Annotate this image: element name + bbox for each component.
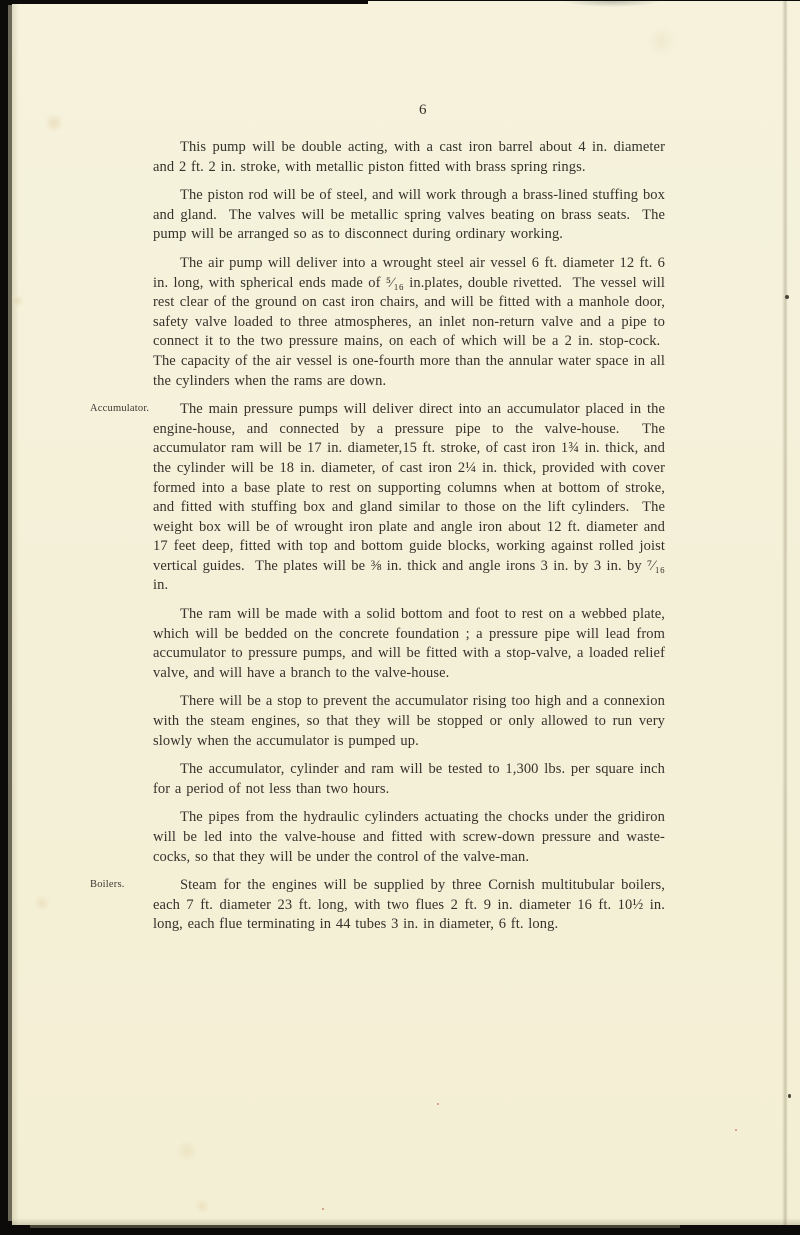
paper-speck <box>788 1094 791 1098</box>
paragraph: Boilers. Steam for the engines will be supplied by three Cornish multitubular boilers, each 7 ft. diameter 23 ft. long, with two flues 2 ft. 9 in. diameter 16 ft. 10½ in. long, each flue terminating in 44 tubes 3 in. in diameter, 6 ft. long. <box>90 877 665 933</box>
paragraph: The piston rod will be of steel, and will work through a brass-lined stuffing box and gland. The valves will be metallic spring valves beating on brass seats. The pump will be arranged so as to disconnect during ordinary working. <box>153 187 665 243</box>
paper-speck <box>735 1129 737 1131</box>
paper-speck <box>322 1208 324 1210</box>
paragraph: This pump will be double acting, with a cast iron barrel about 4 in. diameter and 2 ft. 2 in. stroke, with metallic piston fitted with brass spring rings. <box>153 139 665 175</box>
margin-note: Accumulator. <box>90 403 150 415</box>
paragraph: There will be a stop to prevent the accumulator rising too high and a connexion with the steam engines, so that they will be stopped or only allowed to run very slowly when the accumulator is pumped up. <box>153 693 665 749</box>
text-column <box>90 138 665 944</box>
page-left-edge <box>8 5 12 1221</box>
paragraph: The ram will be made with a solid bottom and foot to rest on a webbed plate, which will be bedded on the concrete foundation ; a pressure pipe will lead from accumulator to pressure pumps, and will be fitted with a stop-valve, a loaded relief valve, and will have a branch to the valve-house. <box>153 606 665 681</box>
paper-speck <box>437 1103 439 1105</box>
paragraph: The accumulator, cylinder and ram will be tested to 1,300 lbs. per square inch for a period of not less than two hours. <box>153 761 665 797</box>
page-bottom-edge <box>30 1225 680 1228</box>
margin-note: Boilers. <box>90 879 125 891</box>
scanned-page <box>12 1 800 1225</box>
paper-speck <box>785 295 789 299</box>
paragraph: The air pump will deliver into a wrought steel air vessel 6 ft. diameter 12 ft. 6 in. long, with spherical ends made of ⁵⁄₁₆ in.plates, double rivetted. The vessel will rest clear of the ground on cast iron chairs, and will be fitted with a manhole door, safety valve loaded to three atmospheres, an inlet non-return valve and a pipe to connect it to the two pressure mains, on each of which will be a 2 in. stop-cock. The capacity of the air vessel is one-fourth more than the annular water space in all the cylinders when the rams are down. <box>153 254 665 389</box>
paragraph: Accumulator. The main pressure pumps will deliver direct into an accumulator placed in the engine-house, and connected by a pressure pipe to the valve-house. The accumulator ram will be 17 in. diameter,15 ft. stroke, of cast iron 1¾ in. thick, and the cylinder will be 18 in. diameter, of cast iron 2¼ in. thick, provided with cover formed into a base plate to rest on supporting columns when at bottom of stroke, and fitted with stuffing box and gland similar to those on the lift cylinders. The weight box will be of wrought iron plate and angle iron about 12 ft. diameter and 17 feet deep, fitted with top and bottom guide blocks, working against rolled joist vertical guides. The plates will be ⅜ in. thick and angle irons 3 in. by 3 in. by ⁷⁄₁₆ in. <box>90 401 665 594</box>
photo-background-edge <box>0 0 368 4</box>
page-number: 6 <box>419 102 427 118</box>
page-crease <box>782 1 788 1225</box>
paragraph: The pipes from the hydraulic cylinders actuating the chocks under the gridiron will be led into the valve-house and fitted with screw-down pressure and waste-cocks, so that they will be under the control of the valve-man. <box>153 809 665 865</box>
